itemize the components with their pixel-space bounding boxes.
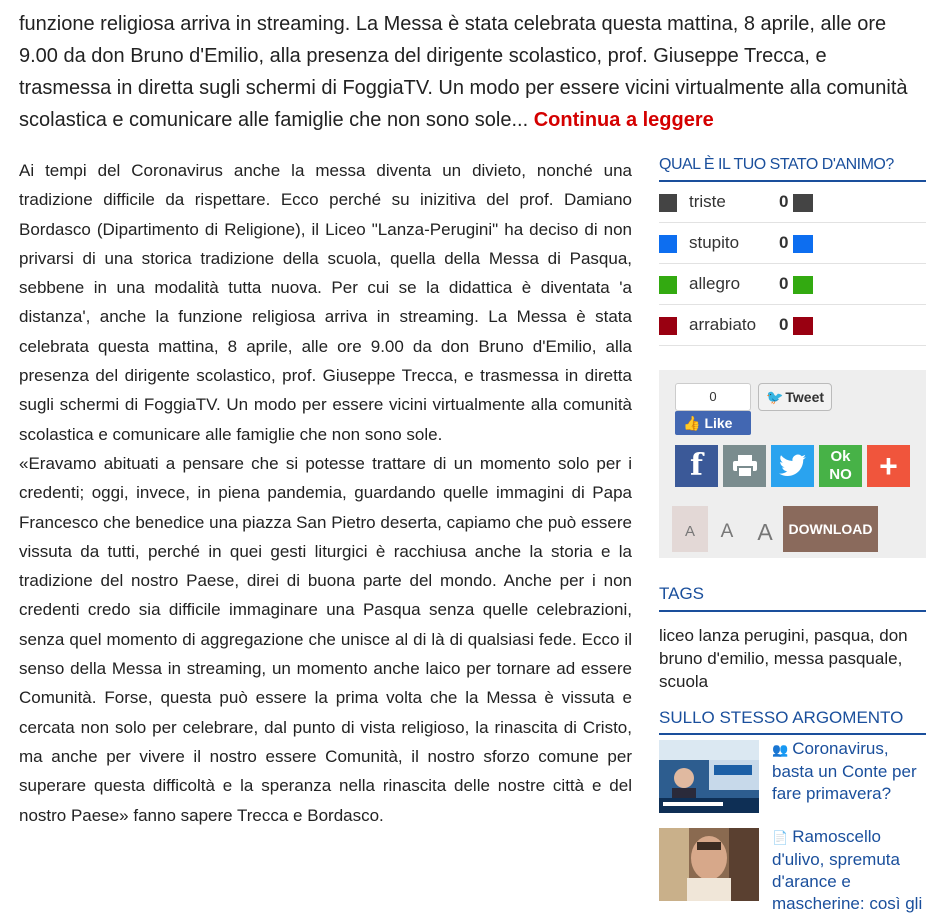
mood-count: 0 (779, 315, 789, 334)
like-button[interactable] (675, 411, 751, 435)
font-size-medium-button[interactable]: A (720, 521, 734, 542)
share-box (659, 370, 926, 558)
article-paragraph: «Eravamo abituati a pensare che si potesse trattare di un momento solo per i credenti; oggi, invece, in piena pandemia, guardando quelle immagini di Papa Francesco che benedice una piazza San Pietro deserta, capiamo che può essere vissuta da tutti, perché in quei gesti liturgici è racchiusa anche la storia e la tradizione del nostro Paese, direi di buona parte del mondo. Anche per i non credenti credo sia difficile immaginare una Pasqua senza quelle celebrazioni, senza quel momento di aggregazione che unisce al di là di qualsiasi fede. Ecco il senso della Messa in streaming, un momento anche laico per tornare ad essere Comunità. Forse, questa può essere la prima volta che la Messa è vissuta e cercata non solo per celebrare, dal punto di vista religioso, la rinascita di Cristo, ma anche per vivere il nostro essere Comunità, il nostro sforzo comune per superare questa difficoltà e la speranza nella rinascita delle nostre città e del nostro Paese» fanno sapere Trecca e Bordasco. (19, 453, 632, 825)
article-summary (19, 8, 919, 136)
article-body (19, 156, 632, 830)
thumbs-up-icon: 👍 (683, 415, 701, 431)
print-button[interactable] (723, 445, 766, 487)
mood-label: stupito (689, 233, 740, 252)
tag-link[interactable]: liceo lanza perugini (659, 626, 805, 645)
more-share-button[interactable] (867, 445, 910, 487)
mood-label: allegro (689, 274, 741, 293)
continue-reading-link[interactable]: Continua a leggere (533, 109, 714, 131)
group-icon: 👥 (772, 742, 789, 757)
related-headline: Ramoscello d'ulivo, spremuta d'arance e mascherine: così gli (772, 827, 923, 913)
font-size-small-button[interactable]: A (672, 506, 708, 552)
mood-bar (793, 276, 813, 294)
facebook-icon: f (690, 448, 703, 483)
tags-list: liceo lanza perugini, pasqua, don bruno d'emilio, messa pasquale, scuola (659, 626, 908, 691)
summary-text: funzione religiosa arriva in streaming. La Messa è stata celebrata questa mattina, 8 aprile, alle ore 9.00 da don Bruno d'Emilio, alla presenza del dirigente scolastico, prof. Giuseppe Trecca, e trasmessa in diretta sugli schermi di FoggiaTV. Un modo per essere vicini virtualmente alla comunità scolastica e comunicare alle famiglie che non sono sole... (19, 13, 908, 131)
okno-button[interactable] (819, 445, 862, 487)
twitter-bird-icon: 🐦 (765, 389, 784, 405)
font-size-large-button[interactable]: A (757, 519, 773, 545)
facebook-like-widget (675, 383, 751, 435)
mood-label: arrabiato (689, 315, 757, 334)
mood-square-icon (659, 276, 677, 294)
like-count: 0 (675, 383, 751, 411)
mood-square-icon (659, 317, 677, 335)
mood-square-icon (659, 235, 677, 253)
mood-square-icon (659, 194, 677, 212)
related-title-link[interactable] (772, 738, 926, 805)
news-thumbnail-image (659, 828, 759, 901)
tags-title: TAGS (659, 584, 926, 612)
tag-link[interactable]: don bruno d'emilio (659, 626, 908, 668)
mood-bar (793, 317, 813, 335)
download-button[interactable]: DOWNLOAD (783, 506, 878, 552)
related-title-link[interactable] (772, 826, 926, 915)
related-headline: Coronavirus, basta un Conte per fare primavera? (772, 739, 917, 803)
plus-icon: + (879, 448, 898, 484)
mood-count: 0 (779, 192, 789, 211)
mood-option-triste[interactable] (659, 182, 926, 223)
news-thumbnail-image (659, 740, 759, 813)
mood-option-allegro[interactable] (659, 264, 926, 305)
like-label: Like (704, 415, 733, 431)
tag-link[interactable]: scuola (659, 672, 709, 691)
tag-link[interactable]: messa pasquale (773, 649, 898, 668)
mood-option-arrabiato[interactable] (659, 305, 926, 346)
mood-label: triste (689, 192, 726, 211)
mood-bar (793, 194, 813, 212)
mood-count: 0 (779, 233, 789, 252)
twitter-share-button[interactable] (771, 445, 814, 487)
tweet-label: Tweet (785, 389, 825, 405)
tweet-button[interactable] (758, 383, 832, 411)
related-thumbnail[interactable] (659, 740, 759, 813)
tag-link[interactable]: pasqua (814, 626, 870, 645)
print-icon (732, 455, 758, 477)
document-icon: 📄 (772, 830, 789, 845)
facebook-share-button[interactable] (675, 445, 718, 487)
mood-title: QUAL È IL TUO STATO D'ANIMO? (659, 150, 926, 182)
mood-option-stupito[interactable] (659, 223, 926, 264)
sidebar (659, 150, 926, 913)
mood-count: 0 (779, 274, 789, 293)
mood-bar (793, 235, 813, 253)
okno-icon: Ok NO (829, 448, 852, 483)
related-thumbnail[interactable] (659, 828, 759, 901)
article-paragraph: Ai tempi del Coronavirus anche la messa diventa un divieto, nonché una tradizione difficile da rispettare. Ecco perché su inizitiva del prof. Damiano Bordasco (Dipartimento di Religione), il Liceo "Lanza-Perugini" ha deciso di non privarsi di una storica tradizione della scuola, quella della Messa di Pasqua, sebbene in una modalità tutta nuova. Per cui se la didattica è diventata 'a distanza', anche la funzione religiosa arriva in streaming. La Messa è stata celebrata questa mattina, 8 aprile, alle ore 9.00 da don Bruno d'Emilio, alla presenza del dirigente scolastico, prof. Giuseppe Trecca, e trasmessa in diretta sugli schermi di FoggiaTV. Un modo per essere vicini virtualmente alla comunità scolastica e comunicare alle famiglie che non sono sole. (19, 161, 632, 444)
related-title: SULLO STESSO ARGOMENTO (659, 708, 926, 735)
twitter-icon (779, 454, 807, 478)
